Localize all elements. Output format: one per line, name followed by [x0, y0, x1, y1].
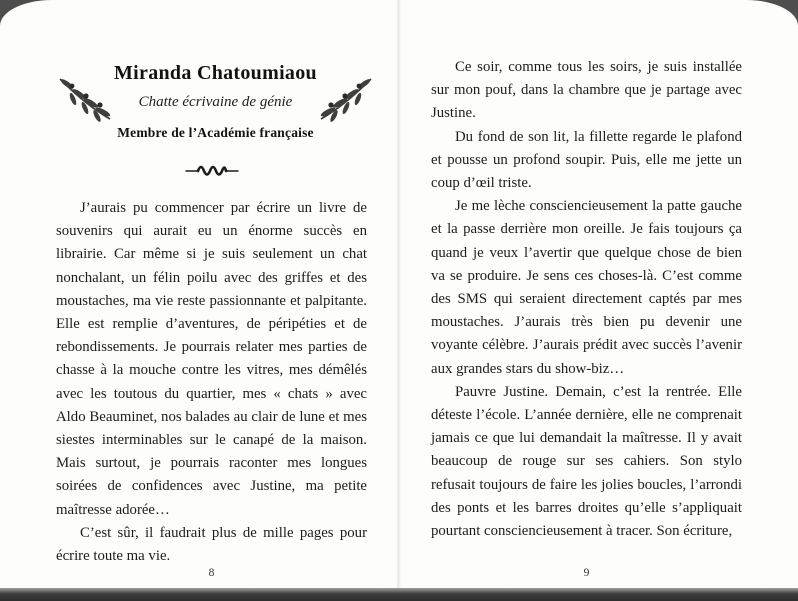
right-page — [431, 56, 742, 543]
paragraph: Du fond de son lit, la fillette regarde le plafond et pousse un profond soupir. Puis, elle me jette un coup d’œil triste. — [431, 128, 742, 192]
page-number-left: 8 — [208, 567, 215, 579]
page-gutter — [396, 0, 401, 588]
chapter-header-text — [114, 62, 317, 141]
paragraph: Je me lèche consciencieusement la patte gauche et la passe derrière mon oreille. Je fais toujours ça quand je veux l’avertir que quelque chose de bien va se produire. Je sens ces choses-là. C’est comme des SMS qui seraient directement captés par mes moustaches. J’aurais très bien pu devenir une voyante célèbre. J’aurais prédit avec succès l’avenir aux grandes stars du show-biz… — [431, 198, 742, 377]
laurel-branch-left-icon — [56, 73, 114, 130]
paragraph: Pauvre Justine. Demain, c’est la rentrée. Elle déteste l’école. L’année dernière, elle ne comprenait jamais ce que lui demandait la maîtresse. Il y avait beaucoup de rouge sur ses cahiers. Son stylo refusait toujours de faire les jolies boucles, l’arrondi des ponts et les barres droites qu’elle s’appliquait pourtant consciencieusement à tracer. Son écriture, — [431, 383, 742, 540]
paragraph: Ce soir, comme tous les soirs, je suis installée sur mon pouf, dans la chambre que je partage avec Justine. — [431, 59, 742, 122]
ornament-divider-icon — [56, 162, 367, 178]
page-subtitle: Chatte écrivaine de génie — [138, 94, 293, 110]
book-bottom-edge — [0, 588, 798, 601]
left-page — [56, 62, 367, 568]
laurel-branch-right-icon — [317, 73, 375, 130]
page-title: Miranda Chatoumiaou — [114, 62, 317, 84]
affiliation-line: Membre de l’Académie française — [117, 125, 314, 140]
page-number-right: 9 — [583, 567, 590, 579]
chapter-header — [56, 62, 367, 141]
paragraph: C’est sûr, il faudrait plus de mille pages pour écrire toute ma vie. — [56, 524, 367, 565]
right-page-body — [431, 56, 742, 543]
left-page-body — [56, 197, 367, 568]
paragraph: J’aurais pu commencer par écrire un livre de souvenirs qui aurait eu un énorme succès en librairie. Car même si je suis seulement un chat nonchalant, un félin poilu avec des griffes et des moustaches, ma vie reste passionnante et palpitante. Elle est remplie d’aventures, de péripéties et de rebondissements. Je pourrais relater mes parties de chasse à la mouche contre les vitres, mes démêlés avec les toutous du quartier, mes « chats » avec Aldo Beauminet, nos balades au clair de lune et mes siestes interminables sur le canapé de la maison. Mais surtout, je pourrais raconter mes longues soirées de confidences avec Justine, ma petite maîtresse adorée… — [56, 200, 367, 518]
